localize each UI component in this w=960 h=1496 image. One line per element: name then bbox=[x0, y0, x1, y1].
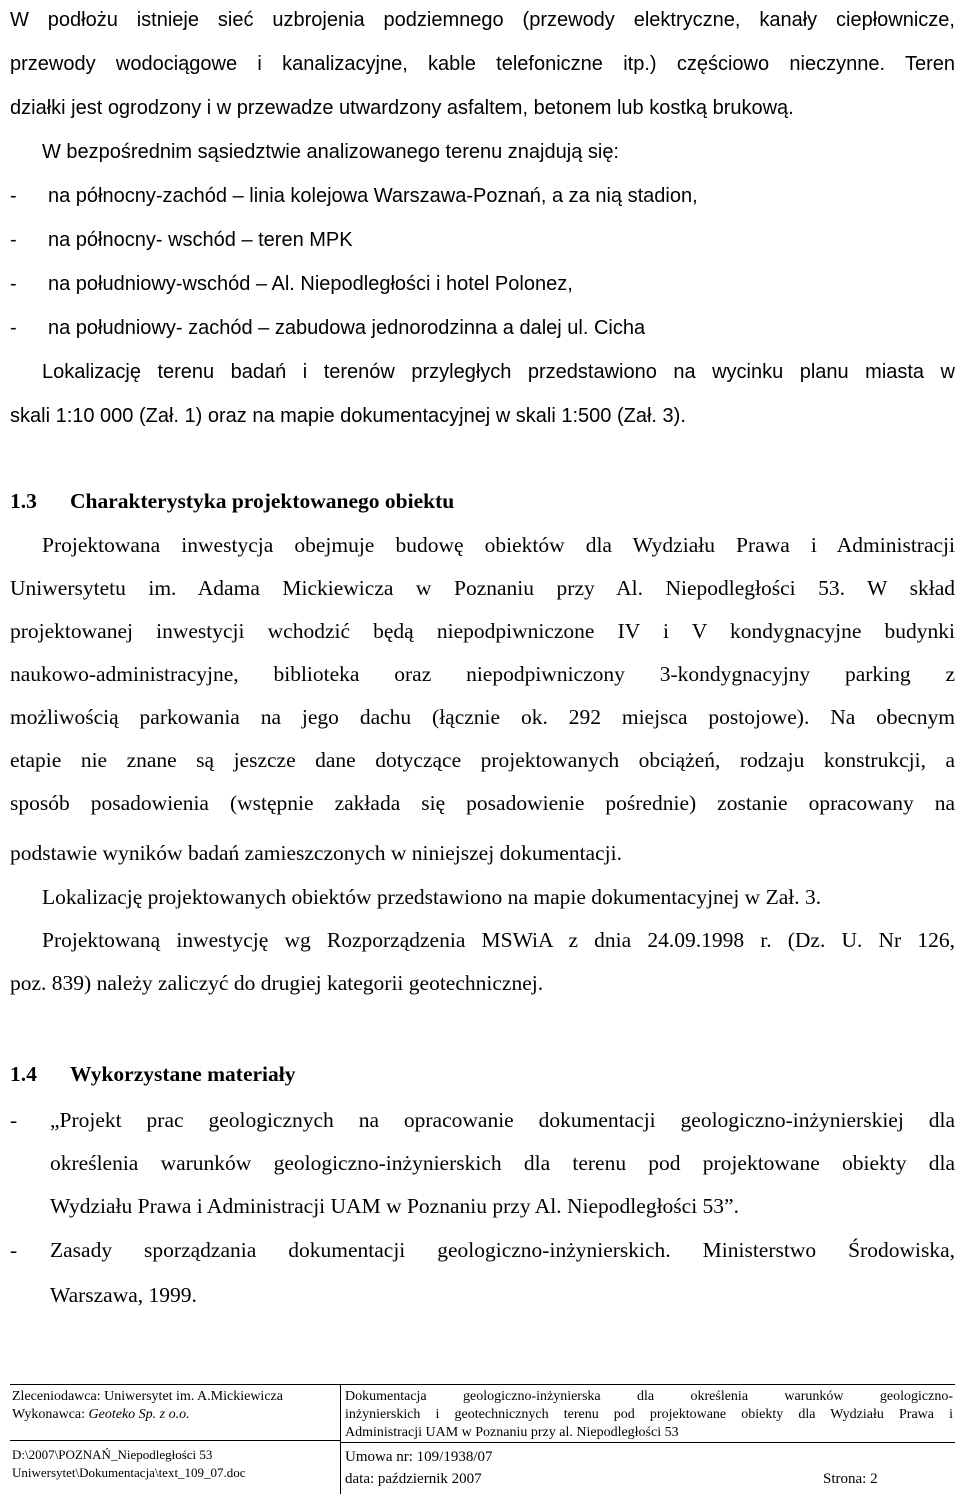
neighbour-text: na południowy-wschód – Al. Niepodległości i hotel Polonez, bbox=[48, 273, 573, 295]
category-line-1: Projektowaną inwestycję wg Rozporządzenia MSWiA z dnia 24.09.1998 r. (Dz. U. Nr 126, bbox=[42, 928, 955, 952]
paragraph-line: naukowo-administracyjne, biblioteka oraz niepodpiwniczony 3-kondygnacyjny parking z bbox=[10, 662, 955, 686]
paragraph-line: możliwością parkowania na jego dachu (łącznie ok. 292 miejsca postojowe). Na obecnym bbox=[10, 705, 955, 729]
intro-line-2: przewody wodociągowe i kanalizacyjne, kable telefoniczne itp.) częściowo nieczynne. Teren bbox=[10, 53, 955, 75]
intro-line-1: W podłożu istnieje sieć uzbrojenia podziemnego (przewody elektryczne, kanały ciepłownicze, bbox=[10, 9, 955, 31]
neighbour-text: na południowy- zachód – zabudowa jednorodzinna a dalej ul. Cicha bbox=[48, 317, 646, 339]
footer-contract: Umowa nr: 109/1938/07 bbox=[345, 1449, 493, 1465]
paragraph-line: projektowanej inwestycji wchodzić będą niepodpiwniczone IV i V kondygnacyjne budynki bbox=[10, 619, 955, 643]
section-number: 1.4 bbox=[10, 1062, 37, 1086]
list-dash: - bbox=[10, 1108, 18, 1132]
category-line-2: poz. 839) należy zaliczyć do drugiej kategorii geotechnicznej. bbox=[10, 971, 544, 995]
footer-doc-title-line: Administracji UAM w Poznaniu przy al. Niepodległości 53 bbox=[345, 1425, 679, 1440]
paragraph-line: etapie nie znane są jeszcze dane dotyczące projektowanych obciążeń, rodzaju konstrukcji, a bbox=[10, 748, 955, 772]
footer-divider bbox=[10, 1440, 340, 1441]
section-heading-1-3 bbox=[10, 487, 454, 515]
footer-divider bbox=[340, 1442, 955, 1443]
location-line-2: skali 1:10 000 (Zał. 1) oraz na mapie dokumentacyjnej w skali 1:500 (Zał. 3). bbox=[10, 405, 686, 427]
material-item-1-line: „Projekt prac geologicznych na opracowanie dokumentacji geologiczno-inżynierskiej dla bbox=[50, 1108, 955, 1132]
footer-client: Zleceniodawca: Uniwersytet im. A.Mickiewicza bbox=[12, 1389, 283, 1404]
neighbours-lead: W bezpośrednim sąsiedztwie analizowanego terenu znajdują się: bbox=[42, 141, 619, 163]
footer-doc-title-line: inżynierskich i geotechnicznych terenu pod projektowane obiekty dla Wydziału Prawa i bbox=[345, 1407, 953, 1422]
neighbour-text: na północny-zachód – linia kolejowa Warszawa-Poznań, a za nią stadion, bbox=[48, 185, 698, 207]
neighbour-text: na północny- wschód – teren MPK bbox=[48, 229, 353, 251]
footer-date: data: październik 2007 bbox=[345, 1471, 482, 1487]
list-dash: - bbox=[10, 273, 17, 295]
footer-divider bbox=[340, 1384, 341, 1494]
section-number: 1.3 bbox=[10, 489, 37, 513]
material-item-2-line: Warszawa, 1999. bbox=[50, 1283, 197, 1307]
intro-line-3: działki jest ogrodzony i w przewadze utwardzony asfaltem, betonem lub kostką brukową. bbox=[10, 97, 794, 119]
material-item-1-line: Wydziału Prawa i Administracji UAM w Poznaniu przy Al. Niepodległości 53”. bbox=[50, 1194, 739, 1218]
section-title: Charakterystyka projektowanego obiektu bbox=[70, 489, 455, 513]
material-item-2-line: Zasady sporządzania dokumentacji geologiczno-inżynierskich. Ministerstwo Środowiska, bbox=[50, 1238, 955, 1262]
footer-contractor-name: Geoteko Sp. z o.o. bbox=[88, 1407, 190, 1422]
list-dash: - bbox=[10, 185, 17, 207]
footer-rule bbox=[10, 1384, 955, 1385]
paragraph-line: sposób posadowienia (wstępnie zakłada się posadowienie pośrednie) zostanie opracowany na bbox=[10, 791, 955, 815]
paragraph-line: podstawie wyników badań zamieszczonych w niniejszej dokumentacji. bbox=[10, 841, 622, 865]
location-line-1: Lokalizację terenu badań i terenów przyległych przedstawiono na wycinku planu miasta w bbox=[42, 361, 955, 383]
list-dash: - bbox=[10, 229, 17, 251]
list-dash: - bbox=[10, 1238, 18, 1262]
list-dash: - bbox=[10, 317, 17, 339]
objects-location-line: Lokalizację projektowanych obiektów przedstawiono na mapie dokumentacyjnej w Zał. 3. bbox=[42, 885, 822, 909]
footer-contractor bbox=[12, 1406, 190, 1424]
footer-path-line-2: Uniwersytet\Dokumentacja\text_109_07.doc bbox=[12, 1465, 246, 1480]
material-item-1-line: określenia warunków geologiczno-inżynierskich dla terenu pod projektowane obiekty dla bbox=[50, 1151, 955, 1175]
section-title: Wykorzystane materiały bbox=[70, 1062, 296, 1086]
section-heading-1-4 bbox=[10, 1060, 296, 1088]
footer-page-number: Strona: 2 bbox=[823, 1471, 878, 1487]
footer-doc-title-line: Dokumentacja geologiczno-inżynierska dla określenia warunków geologiczno- bbox=[345, 1389, 953, 1404]
paragraph-line: Projektowana inwestycja obejmuje budowę obiektów dla Wydziału Prawa i Administracji bbox=[42, 533, 955, 557]
footer-path-line-1: D:\2007\POZNAŃ_Niepodległości 53 bbox=[12, 1447, 213, 1462]
paragraph-line: Uniwersytetu im. Adama Mickiewicza w Poznaniu przy Al. Niepodległości 53. W skład bbox=[10, 576, 955, 600]
footer-contractor-label: Wykonawca: bbox=[12, 1407, 86, 1422]
